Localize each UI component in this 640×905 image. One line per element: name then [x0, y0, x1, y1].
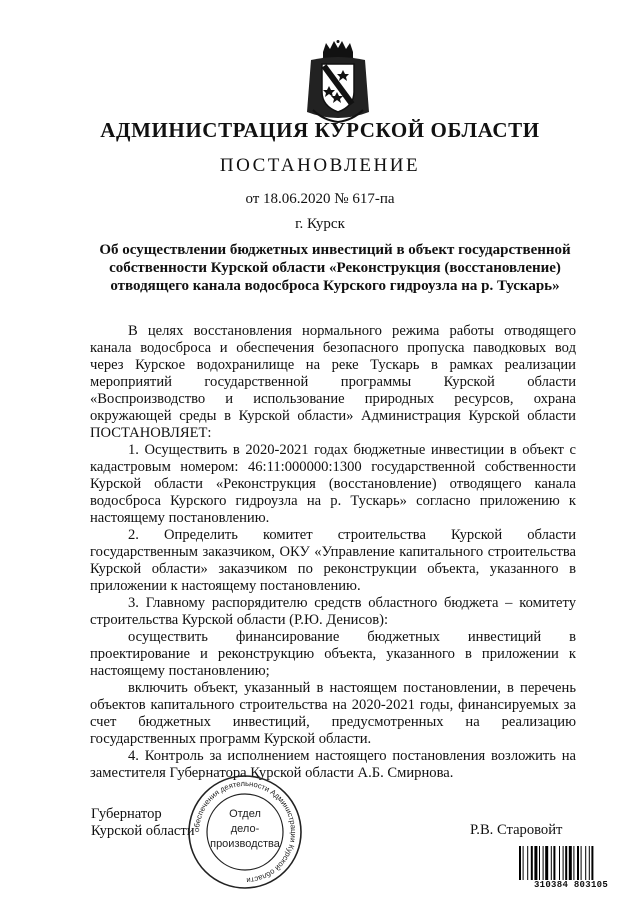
signatory-name: Р.В. Старовойт [470, 822, 563, 838]
signatory-position-line1: Губернатор [91, 806, 162, 822]
coat-of-arms-emblem [303, 40, 373, 126]
document-type: ПОСТАНОВЛЕНИЕ [219, 155, 421, 176]
barcode-bars [519, 846, 623, 882]
stamp-line3: производства [210, 838, 280, 850]
signatory-position [91, 806, 195, 840]
document-body [90, 323, 576, 782]
body-paragraph: 3. Главному распорядителю средств областного бюджета – комитету строительства Курской области (Р.Ю. Денисов): [90, 595, 576, 628]
body-paragraph: В целях восстановления нормального режима работы отводящего канала водосброса и обеспечения безопасного пропуска паводковых вод через Курское водохранилище на реке Тускарь в рамках реализации мероприятий государственной программы Курской области «Воспроизводство и использование природных ресурсов, охрана окружающей среды в Курской области» Администрация Курской области ПОСТАНОВЛЯЕТ: [90, 323, 576, 441]
stamp-ring-text: обеспечения деятельности Администрации Курской области [191, 778, 299, 886]
stamp-line1: Отдел [229, 808, 261, 820]
body-paragraph: 1. Осуществить в 2020-2021 годах бюджетные инвестиции в объект с кадастровым номером: 46:11:000000:1300 государственной собственности Курской области «Реконструкция (восстановление) отводящего канала водосброса Курского гидроузла на р. Тускарь» согласно приложению к настоящему постановлению. [90, 442, 576, 526]
document-date-number: от 18.06.2020 № 617-па [245, 191, 395, 207]
office-stamp [185, 772, 305, 892]
document-city: г. Курск [295, 216, 345, 232]
stamp-line2: дело- [230, 823, 260, 835]
signatory-position-line2: Курской области [91, 823, 195, 839]
document-barcode [519, 846, 623, 892]
barcode-number: 310384 803105 [533, 880, 609, 890]
body-paragraph: 4. Контроль за исполнением настоящего постановления возложить на заместителя Губернатора Курской области А.Б. Смирнова. [90, 748, 576, 781]
body-paragraph: осуществить финансирование бюджетных инвестиций в проектирование и реконструкцию объекта, указанного в приложении к настоящему постановлению; [90, 629, 576, 679]
body-paragraph: включить объект, указанный в настоящем постановлении, в перечень объектов капитального строительства на 2020-2021 годы, финансируемых за счет бюджетных инвестиций, предусмотренных на реализацию государственных программ Курской области. [90, 680, 576, 747]
document-subject: Об осуществлении бюджетных инвестиций в объект государственной собственности Курской области «Реконструкция (восстановление) отводящего канала водосброса Курского гидроузла на р. Тускарь» [99, 242, 571, 294]
organization-title: АДМИНИСТРАЦИЯ КУРСКОЙ ОБЛАСТИ [100, 118, 540, 142]
body-paragraph: 2. Определить комитет строительства Курской области государственным заказчиком, ОКУ «Управление капитального строительства Курской области» заказчиком по реконструкции объекта, указанного в приложении к настоящему постановлению. [90, 527, 576, 594]
